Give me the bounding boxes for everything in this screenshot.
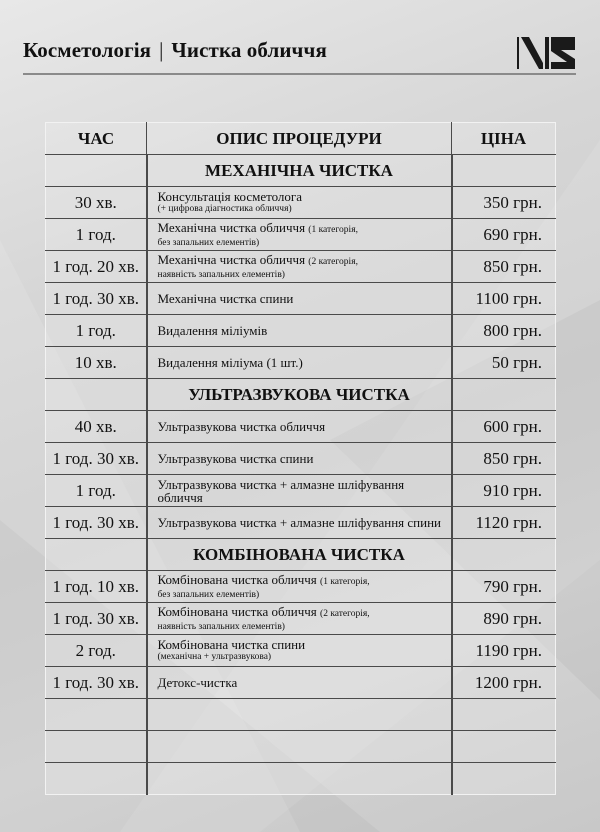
section-row bbox=[46, 539, 556, 571]
table-row bbox=[46, 603, 556, 635]
procedure-price: 890 грн. bbox=[452, 603, 556, 635]
section-time-empty bbox=[46, 155, 147, 187]
procedure-name: Видалення міліумів bbox=[157, 323, 268, 338]
procedure-name: Комбінована чистка обличчя bbox=[157, 571, 317, 587]
table-row bbox=[46, 635, 556, 667]
procedure-time: 1 год. 30 хв. bbox=[46, 603, 147, 635]
procedure-note: (1 категорія, bbox=[320, 576, 370, 587]
procedure-price: 50 грн. bbox=[452, 347, 556, 379]
procedure-time: 1 год. 10 хв. bbox=[46, 571, 147, 603]
procedure-name: Механічна чистка обличчя bbox=[157, 251, 306, 267]
table-row bbox=[46, 443, 556, 475]
procedure-time: 1 год. 30 хв. bbox=[46, 507, 147, 539]
procedure-description bbox=[147, 603, 452, 635]
table-row bbox=[46, 347, 556, 379]
procedure-name: Комбінована чистка спини bbox=[157, 637, 306, 652]
procedure-description bbox=[147, 219, 452, 251]
procedure-time: 1 год. bbox=[46, 475, 147, 507]
title-subtitle: Чистка обличчя bbox=[171, 38, 327, 62]
procedure-price: 850 грн. bbox=[452, 251, 556, 283]
procedure-name: Детокс-чистка bbox=[157, 675, 238, 690]
empty-row bbox=[46, 763, 556, 795]
section-row bbox=[46, 379, 556, 411]
table-row bbox=[46, 315, 556, 347]
table-row bbox=[46, 219, 556, 251]
empty-row bbox=[46, 731, 556, 763]
procedure-name: Механічна чистка спини bbox=[157, 291, 294, 306]
section-title: КОМБІНОВАНА ЧИСТКА bbox=[147, 539, 452, 571]
procedure-price: 350 грн. bbox=[452, 187, 556, 219]
procedure-description bbox=[147, 347, 452, 379]
procedure-subnote: (механічна + ультразвукова) bbox=[157, 652, 272, 662]
procedure-name: Механічна чистка обличчя bbox=[157, 219, 306, 235]
procedure-subnote: без запальних елементів) bbox=[157, 237, 260, 248]
section-row bbox=[46, 155, 556, 187]
procedure-price: 1190 грн. bbox=[452, 635, 556, 667]
section-title: МЕХАНІЧНА ЧИСТКА bbox=[147, 155, 452, 187]
procedure-time: 1 год. 30 хв. bbox=[46, 443, 147, 475]
procedure-price: 1200 грн. bbox=[452, 667, 556, 699]
table-row bbox=[46, 571, 556, 603]
procedure-price: 690 грн. bbox=[452, 219, 556, 251]
procedure-name: Ультразвукова чистка спини bbox=[157, 451, 314, 466]
table-row bbox=[46, 667, 556, 699]
empty-cell bbox=[147, 731, 452, 763]
procedure-name: Комбінована чистка обличчя bbox=[157, 603, 317, 619]
procedure-note: (2 категорія, bbox=[308, 256, 358, 267]
procedure-time: 2 год. bbox=[46, 635, 147, 667]
procedure-time: 1 год. 30 хв. bbox=[46, 283, 147, 315]
procedure-time: 30 хв. bbox=[46, 187, 147, 219]
procedure-name: Видалення міліума (1 шт.) bbox=[157, 355, 303, 370]
column-header-time: ЧАС bbox=[46, 123, 147, 155]
procedure-subnote: (+ цифрова діагностика обличчя) bbox=[157, 204, 292, 214]
procedure-subnote: наявність запальних елементів) bbox=[157, 621, 285, 632]
procedure-description bbox=[147, 283, 452, 315]
ms-logo bbox=[517, 37, 575, 69]
procedure-description bbox=[147, 187, 452, 219]
section-time-empty bbox=[46, 539, 147, 571]
procedure-price: 1100 грн. bbox=[452, 283, 556, 315]
procedure-subnote: наявність запальних елементів) bbox=[157, 269, 285, 280]
procedure-time: 40 хв. bbox=[46, 411, 147, 443]
procedure-price: 850 грн. bbox=[452, 443, 556, 475]
procedure-description bbox=[147, 475, 452, 507]
title-separator: | bbox=[159, 38, 164, 62]
empty-cell bbox=[147, 699, 452, 731]
section-price-empty bbox=[452, 379, 556, 411]
procedure-note: (1 категорія, bbox=[308, 224, 358, 235]
page-title bbox=[23, 38, 327, 63]
section-title: УЛЬТРАЗВУКОВА ЧИСТКА bbox=[147, 379, 452, 411]
procedure-note: (2 категорія, bbox=[320, 608, 370, 619]
empty-cell bbox=[452, 731, 556, 763]
procedure-description bbox=[147, 315, 452, 347]
procedure-time: 1 год. 20 хв. bbox=[46, 251, 147, 283]
procedure-subnote: без запальних елементів) bbox=[157, 589, 260, 600]
procedure-time: 1 год. 30 хв. bbox=[46, 667, 147, 699]
procedure-price: 1120 грн. bbox=[452, 507, 556, 539]
procedure-name: Ультразвукова чистка + алмазне шліфування спини bbox=[157, 515, 441, 530]
empty-cell bbox=[452, 699, 556, 731]
procedure-price: 790 грн. bbox=[452, 571, 556, 603]
procedure-description bbox=[147, 443, 452, 475]
table-row bbox=[46, 507, 556, 539]
empty-row bbox=[46, 699, 556, 731]
empty-cell bbox=[46, 731, 147, 763]
price-table bbox=[45, 122, 556, 795]
procedure-name: Ультразвукова чистка + алмазне шліфування обличчя bbox=[157, 476, 405, 505]
procedure-description bbox=[147, 507, 452, 539]
section-price-empty bbox=[452, 539, 556, 571]
procedure-description bbox=[147, 411, 452, 443]
table-header-row bbox=[46, 123, 556, 155]
procedure-name: Ультразвукова чистка обличчя bbox=[157, 419, 326, 434]
procedure-description bbox=[147, 635, 452, 667]
procedure-time: 10 хв. bbox=[46, 347, 147, 379]
procedure-description bbox=[147, 571, 452, 603]
table-row bbox=[46, 475, 556, 507]
empty-cell bbox=[147, 763, 452, 795]
table-row bbox=[46, 251, 556, 283]
table-row bbox=[46, 411, 556, 443]
title-category: Косметологія bbox=[23, 38, 152, 62]
section-time-empty bbox=[46, 379, 147, 411]
procedure-price: 910 грн. bbox=[452, 475, 556, 507]
page-header bbox=[23, 36, 501, 72]
procedure-description bbox=[147, 667, 452, 699]
table-row bbox=[46, 283, 556, 315]
procedure-name: Консультація косметолога bbox=[157, 189, 303, 204]
procedure-time: 1 год. bbox=[46, 315, 147, 347]
empty-cell bbox=[46, 699, 147, 731]
empty-cell bbox=[452, 763, 556, 795]
section-price-empty bbox=[452, 155, 556, 187]
procedure-time: 1 год. bbox=[46, 219, 147, 251]
procedure-description bbox=[147, 251, 452, 283]
procedure-price: 800 грн. bbox=[452, 315, 556, 347]
table-row bbox=[46, 187, 556, 219]
column-header-description: ОПИС ПРОЦЕДУРИ bbox=[147, 123, 452, 155]
procedure-price: 600 грн. bbox=[452, 411, 556, 443]
header-divider bbox=[23, 73, 576, 75]
column-header-price: ЦІНА bbox=[452, 123, 556, 155]
empty-cell bbox=[46, 763, 147, 795]
